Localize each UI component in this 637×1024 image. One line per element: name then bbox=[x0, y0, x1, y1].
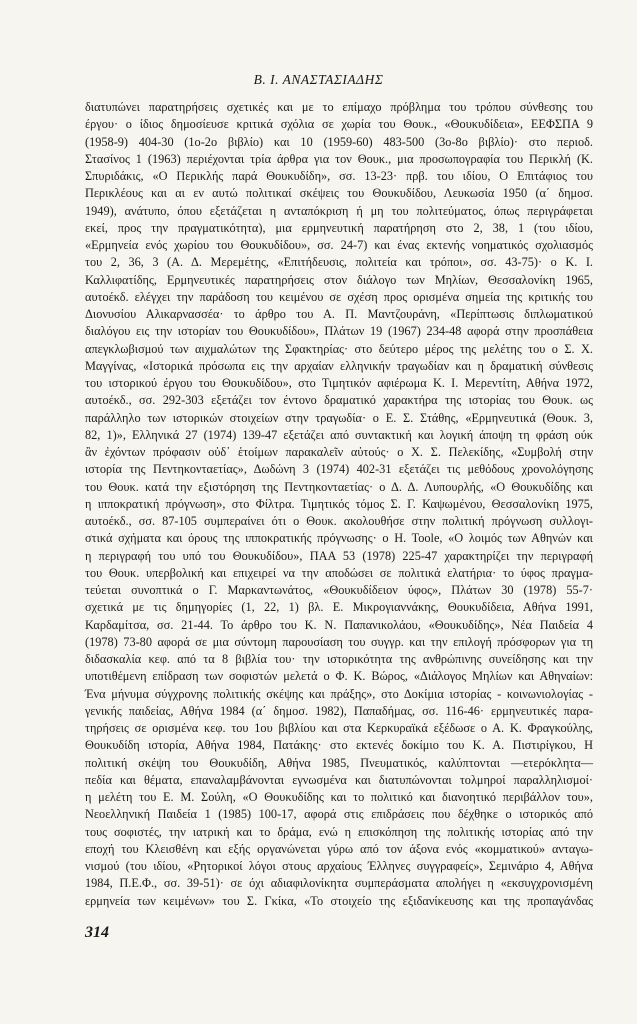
text-line: διατυπώνει παρατηρήσεις σχετικές και με το επίμαχο πρόβλημα του τρόπου σύνθεσης του bbox=[85, 100, 593, 114]
text-line: Θουκυδίδη ιστορία, Αθήνα 1984, Πατάκης· στο εκτενές δοκίμιο του Κ. Α. Πιστιρίγκου, Η bbox=[85, 738, 593, 753]
text-line: νισμού (του ιδίου, «Ρητορικοί λόγοι στους αρχαίους Έλληνες συγγραφείς», Σεμινάριο 4, Αθήνα bbox=[85, 859, 593, 873]
text-line: πολιτική σκέψη του Θουκυδίδη, Αθήνα 1985, Πνευματικός, καλύπτονται —ετερόκλητα— bbox=[85, 755, 593, 770]
text-line: η μελέτη του Ε. Μ. Σούλη, «Ο Θουκυδίδης και το πολιτικό και διανοητικό περιβάλλον του», bbox=[85, 790, 593, 804]
text-line: στικά σχήματα και όρους της ιπποκρατικής πρόγνωσης· ο H. Toole, «Ο λοιμός των Αθηνών και bbox=[85, 531, 593, 546]
text-line: 82, 1)», Ελληνικά 27 (1974) 139-47 εξετάζει από συντακτική και λογική άποψη τη φράση ούκ bbox=[85, 427, 593, 442]
text-line: «Ερμηνεία ενός χωρίου του Θουκυδίδου», σσ. 24-7) και ένας εκτενής νοηματικός σχολιασμός bbox=[85, 238, 593, 252]
text-line: τηρήσεις σε ορισμένα κεφ. του 1ου βιβλίου και στα Κερκυραϊκά εξέδωσε ο Α. Κ. Φραγκούλης, bbox=[85, 721, 593, 735]
text-line: αυτοέκδ., σσ. 87-105 συμπεραίνει ότι ο Θουκ. ακολουθήσε στην πολιτική πρόγνωση συλλογι- bbox=[85, 514, 593, 528]
text-line: 1949), ανάτυπο, όπου εξετάζεται η ανταπόκριση ή μη του πολιτεύματος, όπως περιγράφεται bbox=[85, 203, 593, 218]
text-line: τεύεται συνοπτικά ο Γ. Μαρκαντωνάτος, «Θουκυδίδειον ύφος», Πλάτων 30 (1978) 55-7· bbox=[85, 583, 593, 597]
text-line: Ένα μήνυμα σύγχρονης πολιτικής σκέψης και πράξης», στο Δοκίμια ιστορίας - κοινωνιολογίας - bbox=[85, 686, 593, 701]
text-line: Καρδαμίτσα, σσ. 21-44. Το άρθρο του Κ. Ν. Παπανικολάου, «Θουκυδίδης», Νέα Παιδεία 4 bbox=[85, 617, 593, 632]
text-line: υποτιθέμενη επίδραση των σοφιστών μελετά ο Φ. Κ. Βώρος, «Διάλογος Μηλίων και Αθηναίων: bbox=[85, 669, 593, 684]
text-line: Στασίνος 1 (1963) περιέχονται τρία άρθρα για τον Θουκ., μια προσωπογραφία του Περικλή (Κ. bbox=[85, 151, 593, 166]
text-line: σχετικά με τις δημηγορίες (1, 22, 1) βλ. Ε. Μικρογιαννάκης, Θουκυδίδεια, Αθήνα 1991, bbox=[85, 600, 593, 615]
text-line: εποχή του Κλεισθένη και εξής οργανώνεται γύρω από τον άξονα ενός «κομματικού» ανταγω- bbox=[85, 841, 593, 856]
text-line: ερμηνεία των κειμένων» του Σ. Γκίκα, «Το στοιχείο της εξιδανίκευσης και της προπαγάνδας bbox=[85, 893, 593, 908]
body-text bbox=[85, 99, 593, 910]
text-line: τους σοφιστές, την ιατρική και το δράμα, ενώ η επισκόπηση της πολιτικής ιστορίας από την bbox=[85, 824, 593, 839]
text-line: παράλληλο των ιστορικών στοιχείων στην τραγωδία· ο Ε. Σ. Στάθης, «Ερμηνευτικά (Θουκ. 3, bbox=[85, 410, 593, 425]
text-line: (1978) 73-80 αφορά σε μια σύντομη παρουσίαση του συγγρ. και την επιλογή πρόσφορων για τη bbox=[85, 634, 593, 649]
text-line: Διονυσίου Αλικαρνασσέα· το άρθρο του Α. Π. Μαντζουράνη, «Περίπτωσις διπλωματικού bbox=[85, 307, 593, 321]
text-line: η ιπποκρατική πρόγνωση», στο Φίλτρα. Τιμητικός τόμος Σ. Γ. Καψωμένου, Θεσσαλονίκη 1975, bbox=[85, 496, 593, 511]
text-line: Καλλιφατίδης, Ερμηνευτικές παρατηρήσεις στον διάλογο των Μηλίων, Θεσσαλονίκη 1965, bbox=[85, 272, 593, 287]
text-line: Σπυριδάκις, «Ο Περικλής παρά Θουκυδίδη», σσ. 13-23· πρβ. του ιδίου, Ο Επιτάφιος του bbox=[85, 169, 593, 183]
text-line: του 2, 36, 3 (Α. Δ. Μερεμέτης, «Επιτήδευσις, πολιτεία και τρόποι», σσ. 43-75)· ο Κ. Ι. bbox=[85, 255, 593, 270]
text-line: αυτοέκδ., σσ. 292-303 εξετάζει τον έντονο δραματικό χαρακτήρα της ιστορίας του Θουκ. ως bbox=[85, 393, 593, 408]
text-line: η περιγραφή του υπό του Θουκυδίδου», ΠΑΑ 53 (1978) 225-47 χαρακτηρίζει την περιγραφή bbox=[85, 548, 593, 563]
text-line: του ιστορικού έργου του Θουκυδίδου», στο Τιμητικόν αφιέρωμα Κ. Ι. Μερεντίτη, Αθήνα 1972, bbox=[85, 376, 593, 390]
text-line: έργου· ο ίδιος δημοσίευσε κριτικά σχόλια σε χωρία του Θουκ., «Θουκυδίδεια», ΕΕΦΣΠΑ 9 bbox=[85, 117, 593, 132]
text-line: αυτοέκδ. ελέγχει την παράδοση του κειμένου σε σχέση προς ορισμένα σημεία της κριτικής του bbox=[85, 289, 593, 304]
text-line: ἂν ἐχόντων πρόφασιν οὐδ᾽ ἑτοίμων παρακαλεῖν αὐτούς· ο Χ. Σ. Πελεκίδης, «Συμβολή στην bbox=[85, 445, 593, 459]
text-line: Περικλέους και αι εν αυτώ πολιτικαί σκέψεις του Θουκυδίδου, Λευκωσία 1950 (α΄ δημοσ. bbox=[85, 186, 593, 201]
text-line: του Θουκ. κατά την εξιστόρηση της Πεντηκονταετίας· ο Δ. Δ. Λυπουρλής, «Ο Θουκυδίδης και bbox=[85, 479, 593, 494]
text-line: πεδία και θέματα, επαναλαμβάνονται εγνωσμένα και διατυπώνονται τολμηροί παραλληλισμοί· bbox=[85, 772, 593, 787]
text-line: Μαγγίνας, «Ιστορικά πρόσωπα εις την αρχαίαν ελληνικήν τραγωδίαν και η δραματική σύνθεσις bbox=[85, 358, 593, 373]
text-line: 1984, Π.Ε.Φ., σσ. 39-51)· σε όχι αδιαφιλονίκητα συμπεράσματα απολήγει η «εκσυγχρονισμένη bbox=[85, 876, 593, 891]
text-line: (1958-9) 404-30 (1ο-2ο βιβλίο) και 10 (1959-60) 483-500 (3ο-8ο βιβλίο)· στο περιοδ. bbox=[85, 134, 593, 149]
page-number: 314 bbox=[85, 924, 109, 941]
text-line: διδασκαλία κεφ. από τα 8 βιβλία του· την ιστορικότητα της ανθρώπινης συνείδησης και την bbox=[85, 652, 593, 666]
text-line: εκεί, προς την πραγματικότητα), μια ερμηνευτική παρατήρηση στο 2, 38, 1 (του ιδίου, bbox=[85, 220, 593, 235]
text-line: ιστορία της Πεντηκονταετίας», Δωδώνη 3 (1974) 402-31 εξετάζει τις μεθόδους χρονολόγησης bbox=[85, 462, 593, 477]
text-line: διαλόγου εις την ιστορίαν του Θουκυδίδου», Πλάτων 19 (1967) 234-48 αφορά στην προσπάθεια bbox=[85, 324, 593, 339]
text-line: του Θουκ. υπερβολική και επιχειρεί να την αποδώσει σε πολιτικά ελατήρια· το ύφος πραγμα- bbox=[85, 565, 593, 580]
text-line: γενικής παιδείας, Αθήνα 1984 (α΄ δημοσ. 1982), Παπαδήμας, σσ. 116-46· ερμηνευτικές παρα- bbox=[85, 703, 593, 718]
text-line: απεγκλωβισμού των αιχμαλώτων της Σφακτηρίας· στο δεύτερο μέρος της μελέτης του ο Σ. Χ. bbox=[85, 341, 593, 356]
text-line: Νεοελληνική Παιδεία 1 (1985) 100-17, αφορά στις επιδράσεις που δέχθηκε ο ιστορικός από bbox=[85, 807, 593, 822]
running-head: Β. Ι. ΑΝΑΣΤΑΣΙΑΔΗΣ bbox=[253, 72, 384, 87]
